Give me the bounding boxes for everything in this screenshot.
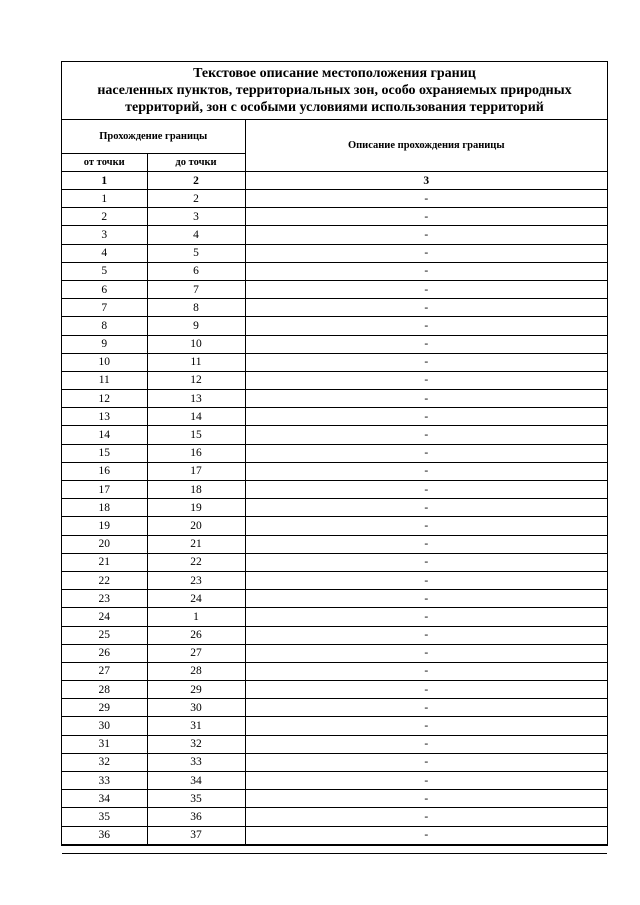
description-cell: -	[245, 444, 607, 462]
table-row	[62, 772, 607, 790]
to-point-cell: 16	[147, 444, 245, 462]
to-point-cell: 3	[147, 208, 245, 226]
description-cell: -	[245, 408, 607, 426]
description-cell: -	[245, 244, 607, 262]
table-row	[62, 753, 607, 771]
from-point-cell: 19	[62, 517, 147, 535]
table-row	[62, 426, 607, 444]
to-point-cell: 17	[147, 462, 245, 480]
table-row	[62, 317, 607, 335]
description-cell: -	[245, 262, 607, 280]
to-point-cell: 27	[147, 644, 245, 662]
title-line-2: населенных пунктов, территориальных зон, особо охраняемых природных	[97, 83, 572, 98]
description-cell: -	[245, 462, 607, 480]
description-cell: -	[245, 735, 607, 753]
description-cell: -	[245, 608, 607, 626]
to-point-cell: 2	[147, 190, 245, 208]
description-cell: -	[245, 317, 607, 335]
from-point-cell: 26	[62, 644, 147, 662]
table-row	[62, 590, 607, 608]
table-footer-empty-row	[62, 844, 607, 853]
from-point-cell: 14	[62, 426, 147, 444]
from-point-cell: 27	[62, 662, 147, 680]
table-row	[62, 608, 607, 626]
description-cell: -	[245, 790, 607, 808]
table-row	[62, 790, 607, 808]
to-point-cell: 15	[147, 426, 245, 444]
boundary-table	[62, 120, 607, 854]
description-cell: -	[245, 390, 607, 408]
from-point-cell: 2	[62, 208, 147, 226]
from-point-cell: 23	[62, 590, 147, 608]
from-point-cell: 9	[62, 335, 147, 353]
from-point-cell: 12	[62, 390, 147, 408]
to-point-cell: 18	[147, 481, 245, 499]
description-cell: -	[245, 753, 607, 771]
from-point-cell: 6	[62, 280, 147, 298]
header-description: Описание прохождения границы	[245, 120, 607, 172]
to-point-cell: 34	[147, 772, 245, 790]
to-point-cell: 4	[147, 226, 245, 244]
to-point-cell: 6	[147, 262, 245, 280]
table-row	[62, 335, 607, 353]
document-frame	[61, 61, 608, 846]
from-point-cell: 24	[62, 608, 147, 626]
to-point-cell: 13	[147, 390, 245, 408]
description-cell: -	[245, 826, 607, 844]
from-point-cell: 36	[62, 826, 147, 844]
from-point-cell: 22	[62, 571, 147, 589]
table-row	[62, 226, 607, 244]
to-point-cell: 37	[147, 826, 245, 844]
from-point-cell: 21	[62, 553, 147, 571]
description-cell: -	[245, 208, 607, 226]
description-cell: -	[245, 644, 607, 662]
from-point-cell: 35	[62, 808, 147, 826]
from-point-cell: 29	[62, 699, 147, 717]
description-cell: -	[245, 571, 607, 589]
title-line-1: Текстовое описание местоположения границ	[193, 66, 476, 81]
description-cell: -	[245, 190, 607, 208]
from-point-cell: 28	[62, 681, 147, 699]
table-row	[62, 371, 607, 389]
description-cell: -	[245, 717, 607, 735]
from-point-cell: 4	[62, 244, 147, 262]
from-point-cell: 18	[62, 499, 147, 517]
table-row	[62, 644, 607, 662]
to-point-cell: 26	[147, 626, 245, 644]
description-cell: -	[245, 681, 607, 699]
from-point-cell: 32	[62, 753, 147, 771]
table-row	[62, 826, 607, 844]
from-point-cell: 1	[62, 190, 147, 208]
to-point-cell: 24	[147, 590, 245, 608]
description-cell: -	[245, 226, 607, 244]
table-row	[62, 462, 607, 480]
table-row	[62, 717, 607, 735]
table-row	[62, 481, 607, 499]
column-number-1: 1	[62, 172, 147, 190]
description-cell: -	[245, 626, 607, 644]
table-row	[62, 517, 607, 535]
description-cell: -	[245, 353, 607, 371]
table-row	[62, 280, 607, 298]
description-cell: -	[245, 662, 607, 680]
from-point-cell: 25	[62, 626, 147, 644]
table-row	[62, 190, 607, 208]
to-point-cell: 12	[147, 371, 245, 389]
table-row	[62, 390, 607, 408]
description-cell: -	[245, 772, 607, 790]
from-point-cell: 8	[62, 317, 147, 335]
from-point-cell: 10	[62, 353, 147, 371]
from-point-cell: 7	[62, 299, 147, 317]
to-point-cell: 10	[147, 335, 245, 353]
table-row	[62, 571, 607, 589]
to-point-cell: 29	[147, 681, 245, 699]
header-from-point: от точки	[62, 154, 147, 172]
table-row	[62, 499, 607, 517]
to-point-cell: 19	[147, 499, 245, 517]
table-row	[62, 244, 607, 262]
to-point-cell: 1	[147, 608, 245, 626]
header-to-point: до точки	[147, 154, 245, 172]
from-point-cell: 34	[62, 790, 147, 808]
description-cell: -	[245, 535, 607, 553]
description-cell: -	[245, 299, 607, 317]
title-line-3: территорий, зон с особыми условиями использования территорий	[125, 100, 544, 115]
description-cell: -	[245, 426, 607, 444]
to-point-cell: 32	[147, 735, 245, 753]
to-point-cell: 23	[147, 571, 245, 589]
from-point-cell: 13	[62, 408, 147, 426]
table-row	[62, 681, 607, 699]
to-point-cell: 5	[147, 244, 245, 262]
to-point-cell: 8	[147, 299, 245, 317]
column-number-2: 2	[147, 172, 245, 190]
to-point-cell: 9	[147, 317, 245, 335]
description-cell: -	[245, 808, 607, 826]
table-row	[62, 262, 607, 280]
from-point-cell: 30	[62, 717, 147, 735]
to-point-cell: 33	[147, 753, 245, 771]
to-point-cell: 7	[147, 280, 245, 298]
from-point-cell: 33	[62, 772, 147, 790]
table-row	[62, 208, 607, 226]
table-row	[62, 662, 607, 680]
from-point-cell: 31	[62, 735, 147, 753]
description-cell: -	[245, 699, 607, 717]
table-row	[62, 808, 607, 826]
table-row	[62, 535, 607, 553]
to-point-cell: 28	[147, 662, 245, 680]
description-cell: -	[245, 517, 607, 535]
to-point-cell: 21	[147, 535, 245, 553]
description-cell: -	[245, 590, 607, 608]
to-point-cell: 14	[147, 408, 245, 426]
from-point-cell: 20	[62, 535, 147, 553]
table-row	[62, 699, 607, 717]
to-point-cell: 31	[147, 717, 245, 735]
table-row	[62, 626, 607, 644]
from-point-cell: 3	[62, 226, 147, 244]
table-row	[62, 408, 607, 426]
description-cell: -	[245, 553, 607, 571]
from-point-cell: 11	[62, 371, 147, 389]
table-row	[62, 299, 607, 317]
description-cell: -	[245, 280, 607, 298]
header-passage: Прохождение границы	[62, 120, 245, 154]
description-cell: -	[245, 335, 607, 353]
document-title	[62, 62, 607, 120]
table-row	[62, 444, 607, 462]
description-cell: -	[245, 499, 607, 517]
to-point-cell: 20	[147, 517, 245, 535]
from-point-cell: 5	[62, 262, 147, 280]
to-point-cell: 11	[147, 353, 245, 371]
from-point-cell: 17	[62, 481, 147, 499]
from-point-cell: 15	[62, 444, 147, 462]
table-row	[62, 353, 607, 371]
to-point-cell: 22	[147, 553, 245, 571]
table-row	[62, 735, 607, 753]
description-cell: -	[245, 481, 607, 499]
table-row	[62, 553, 607, 571]
to-point-cell: 30	[147, 699, 245, 717]
to-point-cell: 36	[147, 808, 245, 826]
description-cell: -	[245, 371, 607, 389]
from-point-cell: 16	[62, 462, 147, 480]
to-point-cell: 35	[147, 790, 245, 808]
column-number-3: 3	[245, 172, 607, 190]
